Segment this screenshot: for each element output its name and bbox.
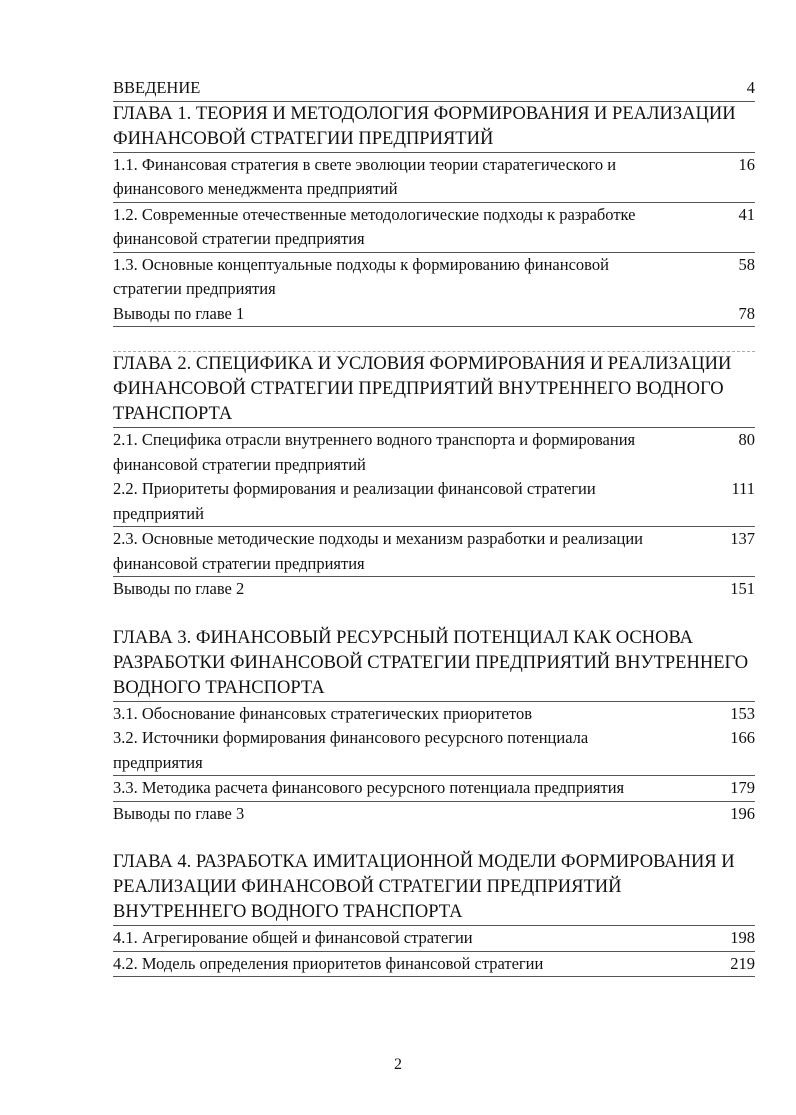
toc-entry-page: 219 — [730, 953, 755, 973]
toc-entry-page: 111 — [731, 479, 755, 498]
chapter-1-heading: ГЛАВА 1. ТЕОРИЯ И МЕТОДОЛОГИЯ ФОРМИРОВАНИЯ И РЕАЛИЗАЦИИ ФИНАНСОВОЙ СТРАТЕГИИ ПРЕДПРИЯТИЙ — [113, 102, 755, 153]
toc-entry-page: 78 — [738, 303, 755, 323]
toc-entry-title: Выводы по главе 1 — [113, 303, 245, 323]
toc-entry-title: 2.3. Основные методические подходы и механизм разработки и реализации финансовой стратегии предприятия — [113, 529, 643, 573]
toc-entry-title: 2.2. Приоритеты формирования и реализации финансовой стратегии предприятий — [113, 479, 596, 523]
toc-entry-page: 179 — [730, 778, 755, 797]
toc-entry — [113, 527, 755, 577]
toc-entry-title: Выводы по главе 2 — [113, 579, 245, 598]
section-gap — [113, 327, 755, 352]
toc-entry-title: Выводы по главе 3 — [113, 803, 245, 823]
toc-entry — [113, 253, 755, 302]
toc-entry-title: 1.1. Финансовая стратегия в свете эволюции теории старатегического и финансового менеджмента предприятий — [113, 154, 617, 198]
toc-entry — [113, 477, 755, 527]
toc-entry — [113, 802, 755, 827]
chapter-4-heading: ГЛАВА 4. РАЗРАБОТКА ИМИТАЦИОННОЙ МОДЕЛИ ФОРМИРОВАНИЯ И РЕАЛИЗАЦИИ ФИНАНСОВОЙ СТРАТЕГИИ ПРЕДПРИЯТИЙ ВНУТРЕННЕГО ВОДНОГО ТРАНСПОРТА — [113, 850, 755, 926]
toc-entry-title: 3.1. Обоснование финансовых стратегических приоритетов — [113, 703, 532, 723]
toc-entry — [113, 577, 755, 602]
toc-entry-title: 1.3. Основные концептуальные подходы к формированию финансовой стратегии предприятия — [113, 254, 609, 298]
toc-entry — [113, 926, 755, 952]
table-of-contents — [113, 76, 755, 977]
toc-entry — [113, 302, 755, 328]
toc-entry-page: 4 — [746, 78, 755, 97]
toc-entry-page: 41 — [738, 204, 755, 224]
toc-entry — [113, 952, 755, 978]
toc-entry-page: 80 — [738, 430, 755, 449]
toc-entry — [113, 428, 755, 477]
toc-entry-page: 153 — [730, 703, 755, 723]
toc-entry-title: 1.2. Современные отечественные методологические подходы к разработке финансовой стратегии предприятия — [113, 204, 636, 248]
toc-entry-page: 16 — [738, 154, 755, 174]
toc-entry — [113, 776, 755, 802]
toc-entry — [113, 153, 755, 203]
toc-entry-page: 58 — [738, 254, 755, 274]
toc-entry-title: 4.1. Агрегирование общей и финансовой стратегии — [113, 928, 473, 947]
toc-entry-page: 196 — [730, 803, 755, 823]
toc-intro — [113, 76, 755, 102]
toc-entry-title: ВВЕДЕНИЕ — [113, 78, 201, 97]
section-gap — [113, 602, 755, 626]
toc-entry-title: 3.3. Методика расчета финансового ресурсного потенциала предприятия — [113, 778, 625, 797]
toc-entry-page: 166 — [730, 728, 755, 747]
toc-entry-title: 4.2. Модель определения приоритетов финансовой стратегии — [113, 953, 544, 973]
toc-entry-title: 3.2. Источники формирования финансового ресурсного потенциала предприятия — [113, 728, 589, 772]
chapter-3-heading: ГЛАВА 3. ФИНАНСОВЫЙ РЕСУРСНЫЙ ПОТЕНЦИАЛ КАК ОСНОВА РАЗРАБОТКИ ФИНАНСОВОЙ СТРАТЕГИИ ПРЕДПРИЯТИЙ ВНУТРЕННЕГО ВОДНОГО ТРАНСПОРТА — [113, 626, 755, 702]
toc-entry-page: 151 — [730, 579, 755, 598]
toc-entry-page: 137 — [730, 529, 755, 548]
page-number: 2 — [394, 1056, 402, 1073]
toc-entry-title: 2.1. Специфика отрасли внутреннего водного транспорта и формирования финансовой стратегии предприятий — [113, 430, 636, 474]
toc-entry — [113, 702, 755, 727]
chapter-2-heading: ГЛАВА 2. СПЕЦИФИКА И УСЛОВИЯ ФОРМИРОВАНИЯ И РЕАЛИЗАЦИИ ФИНАНСОВОЙ СТРАТЕГИИ ПРЕДПРИЯТИЙ ВНУТРЕННЕГО ВОДНОГО ТРАНСПОРТА — [113, 352, 755, 428]
section-gap — [113, 826, 755, 850]
toc-entry — [113, 203, 755, 253]
toc-entry — [113, 726, 755, 776]
toc-entry-page: 198 — [730, 928, 755, 947]
